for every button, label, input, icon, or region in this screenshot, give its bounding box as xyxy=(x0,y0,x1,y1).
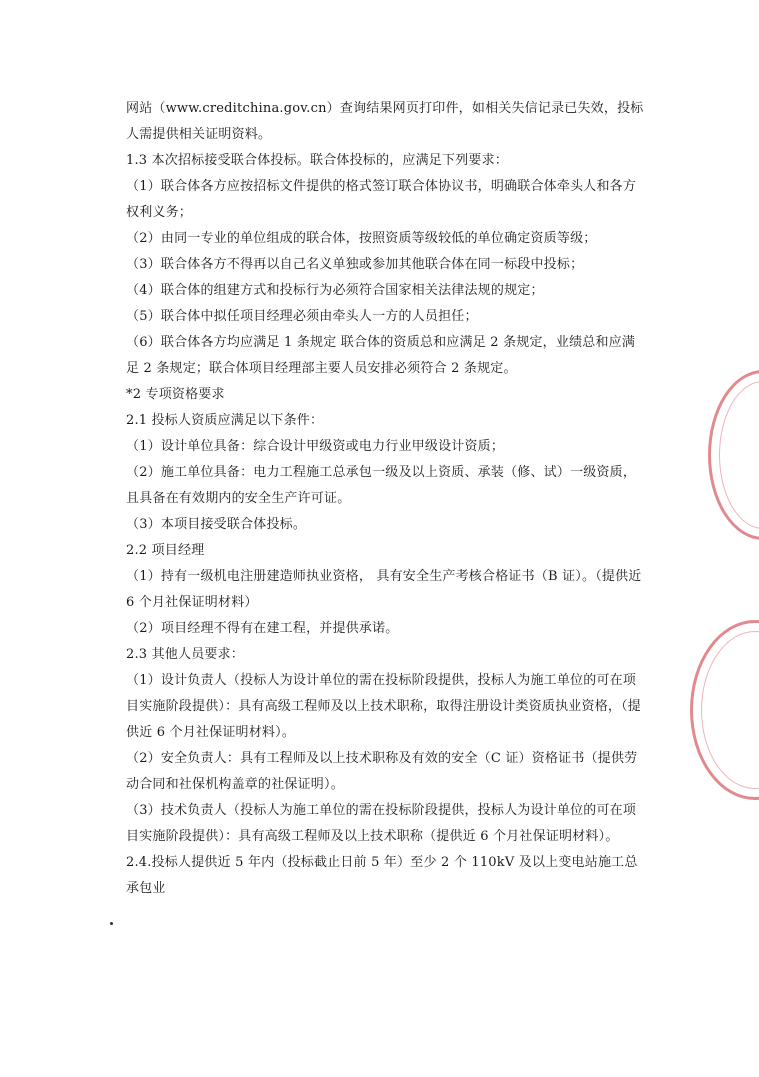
paragraph: 网站（www.creditchina.gov.cn）查询结果网页打印件，如相关失信记录已失效，投标人需提供相关证明资料。 xyxy=(126,101,644,142)
paragraph: （2）安全负责人：具有工程师及以上技术职称及有效的安全（C 证）资格证书（提供劳动合同和社保机构盖章的社保证明）。 xyxy=(126,751,638,792)
paragraph: （1）持有一级机电注册建造师执业资格， 具有安全生产考核合格证书（B 证）。（提供近 6 个月社保证明材料） xyxy=(126,569,642,610)
seal-stamp xyxy=(708,370,759,540)
document-body xyxy=(126,96,646,902)
paragraph: （3）本项目接受联合体投标。 xyxy=(126,517,307,532)
paragraph: （3）技术负责人（投标人为施工单位的需在投标阶段提供，投标人为设计单位的可在项目实施阶段提供）：具有高级工程师及以上技术职称（提供近 6 个月社保证明材料）。 xyxy=(126,803,637,844)
paragraph: （4）联合体的组建方式和投标行为必须符合国家相关法律法规的规定； xyxy=(126,283,544,298)
seal-stamp xyxy=(690,620,759,800)
paragraph: （1）联合体各方应按招标文件提供的格式签订联合体协议书，明确联合体牵头人和各方权利义务； xyxy=(126,179,637,220)
seal-inner-ring xyxy=(701,631,759,789)
paragraph: （2）施工单位具备：电力工程施工总承包一级及以上资质、承装（修、试）一级资质，且具备在有效期内的安全生产许可证。 xyxy=(126,465,637,506)
paragraph: 2.4.投标人提供近 5 年内（投标截止日前 5 年）至少 2 个 110kV 及以上变电站施工总承包业 xyxy=(126,855,638,896)
paragraph: 1.3 本次招标接受联合体投标。联合体投标的，应满足下列要求： xyxy=(126,153,509,168)
section-heading: *2 专项资格要求 xyxy=(126,387,225,402)
scan-mark xyxy=(110,922,113,925)
section-heading: 2.2 项目经理 xyxy=(126,543,205,558)
paragraph: （5）联合体中拟任项目经理必须由牵头人一方的人员担任； xyxy=(126,309,478,324)
seal-inner-ring xyxy=(719,381,759,529)
section-heading: 2.3 其他人员要求： xyxy=(126,647,245,662)
paragraph: （2）项目经理不得有在建工程，并提供承诺。 xyxy=(126,621,399,636)
paragraph: （1）设计单位具备：综合设计甲级资或电力行业甲级设计资质； xyxy=(126,439,505,454)
paragraph: （3）联合体各方不得再以自己名义单独或参加其他联合体在同一标段中投标； xyxy=(126,257,584,272)
paragraph: 2.1 投标人资质应满足以下条件： xyxy=(126,413,324,428)
paragraph: （2）由同一专业的单位组成的联合体，按照资质等级较低的单位确定资质等级； xyxy=(126,231,597,246)
paragraph: （1）设计负责人（投标人为设计单位的需在投标阶段提供，投标人为施工单位的可在项目实施阶段提供）：具有高级工程师及以上技术职称，取得注册设计类资质执业资格，（提供近 6 个月社保证明材料）。 xyxy=(126,673,642,740)
paragraph: （6）联合体各方均应满足 1 条规定 联合体的资质总和应满足 2 条规定，业绩总和应满足 2 条规定；联合体项目经理部主要人员安排必须符合 2 条规定。 xyxy=(126,335,636,376)
